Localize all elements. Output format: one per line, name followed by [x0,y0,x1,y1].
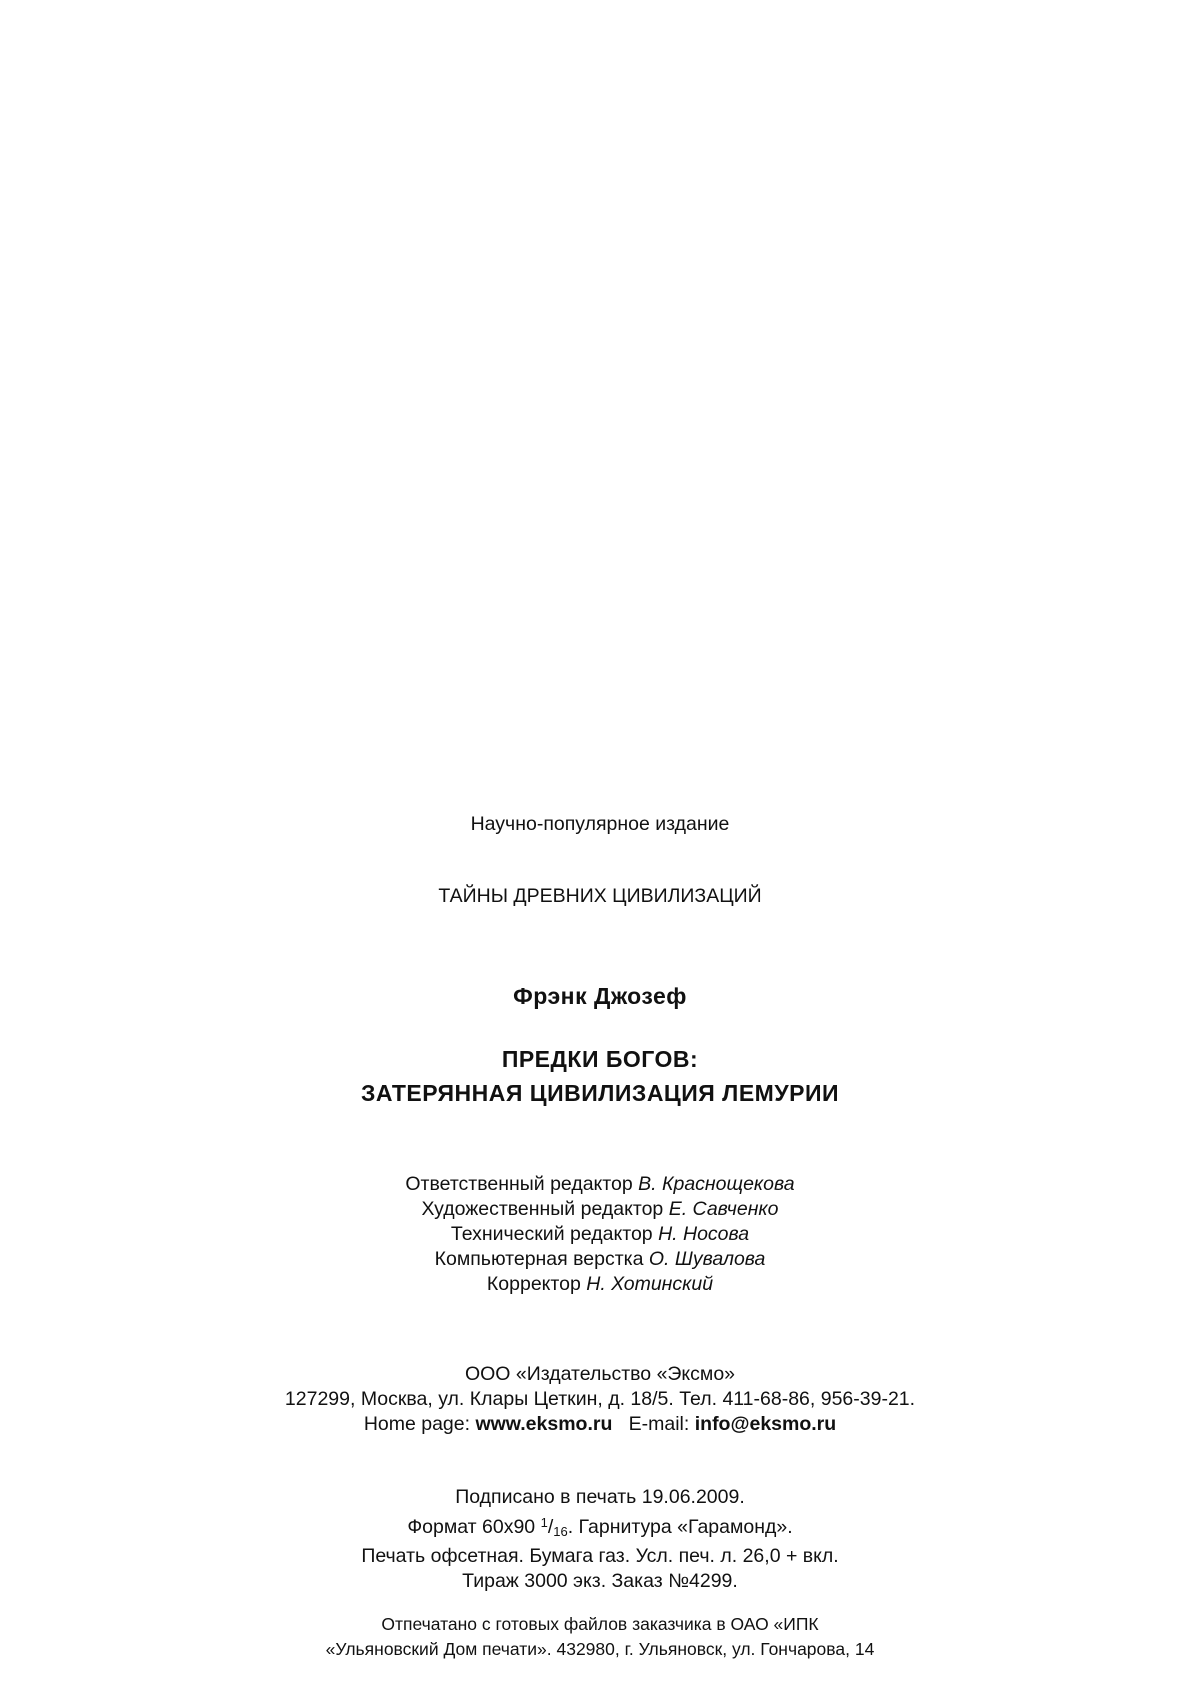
publisher-contacts [0,1412,1200,1437]
credits-list [0,1172,1200,1297]
book-title [0,1042,1200,1110]
title-line-1: ПРЕДКИ БОГОВ: [501,1046,699,1072]
credit-row [0,1172,1200,1197]
edition-type-text: Научно-популярное издание [470,813,730,835]
credit-role: Художественный редактор [421,1198,664,1220]
author-name [0,983,1200,1010]
credit-person: Н. Хотинский [586,1273,714,1295]
email-label: E-mail: [628,1413,690,1435]
credit-role: Ответственный редактор [405,1173,633,1195]
format-prefix: Формат 60х90 [407,1516,536,1538]
credit-person: В. Краснощекова [638,1173,795,1195]
print-specs: Печать офсетная. Бумага газ. Усл. печ. л. 26,0 + вкл. [361,1545,839,1567]
publisher-name: ООО «Издательство «Эксмо» [464,1363,736,1385]
series-text: ТАЙНЫ ДРЕВНИХ ЦИВИЛИЗАЦИЙ [438,885,762,907]
format-fraction-denominator: 16 [553,1524,568,1539]
credit-person: О. Шувалова [648,1248,766,1270]
credit-row [0,1272,1200,1297]
title-line-2: ЗАТЕРЯННАЯ ЦИВИЛИЗАЦИЯ ЛЕМУРИИ [360,1080,840,1106]
home-page-link[interactable]: www.eksmo.ru [475,1413,613,1435]
credit-row [0,1222,1200,1247]
format-fraction-numerator: 1 [540,1515,548,1530]
credit-role: Технический редактор [450,1223,653,1245]
home-page-label: Home page: [363,1413,471,1435]
author-text: Фрэнк Джозеф [513,983,687,1009]
printer-line-1: Отпечатано с готовых файлов заказчика в ОАО «ИПК [381,1614,819,1634]
credit-row [0,1197,1200,1222]
credit-row [0,1247,1200,1272]
format-line: Формат 60х90 $^1/_{16}$. Гарнитура «Гарамонд». [407,1515,793,1539]
printer-info [0,1612,1200,1662]
publisher-info [0,1362,1200,1437]
publisher-address: 127299, Москва, ул. Клары Цеткин, д. 18/5. Тел. 411-68-86, 956-39-21. [284,1388,916,1410]
signed-date: Подписано в печать 19.06.2009. [455,1486,745,1508]
format-suffix: . Гарнитура «Гарамонд». [567,1516,793,1538]
print-run: Тираж 3000 экз. Заказ №4299. [462,1570,738,1592]
credit-role: Корректор [486,1273,581,1295]
credit-role: Компьютерная верстка [434,1248,644,1270]
printing-info [0,1485,1200,1594]
email-link[interactable]: info@eksmo.ru [694,1413,837,1435]
credit-person: Н. Носова [658,1223,750,1245]
printer-line-2: «Ульяновский Дом печати». 432980, г. Ульяновск, ул. Гончарова, 14 [325,1639,875,1659]
credit-person: Е. Савченко [668,1198,779,1220]
edition-type [0,812,1200,837]
series-name [0,884,1200,909]
